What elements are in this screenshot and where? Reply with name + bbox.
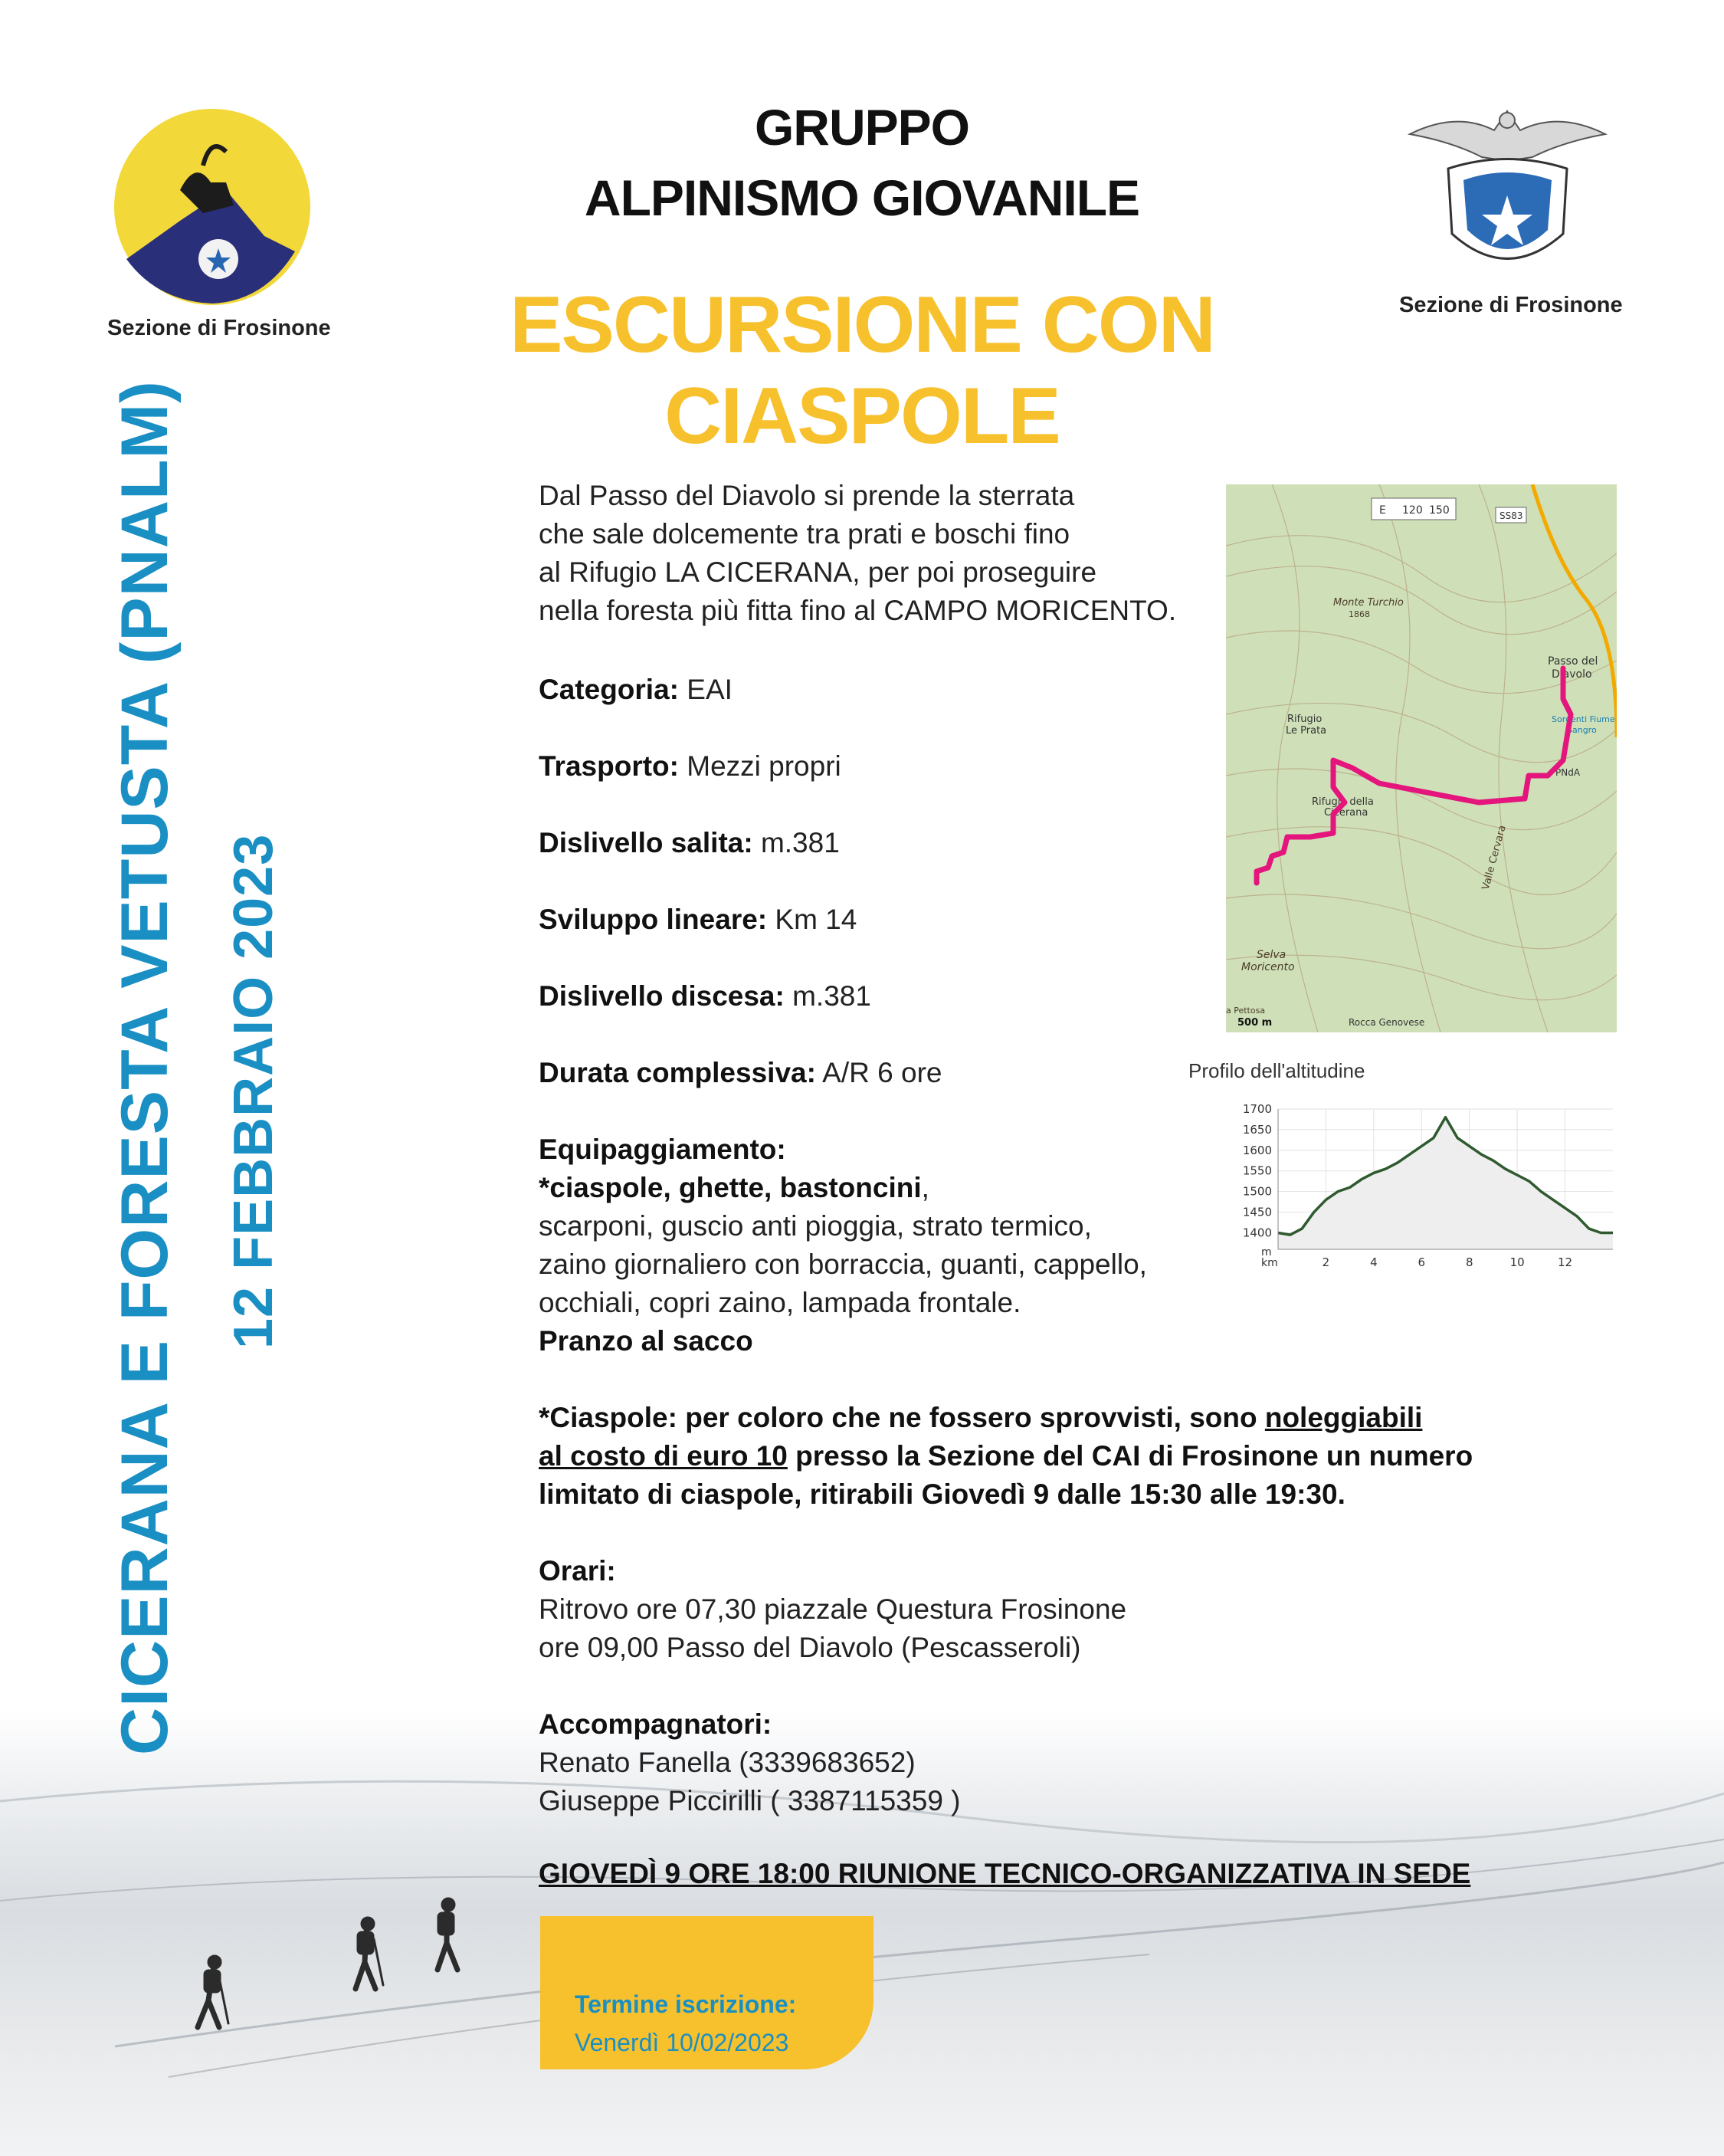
y-tick-label: 1600 xyxy=(1242,1143,1272,1157)
schedule-block: Orari: Ritrovo ore 07,30 piazzale Questura Frosinone ore 09,00 Passo del Diavolo (Pescasseroli) xyxy=(539,1555,1127,1663)
rental-note: *Ciaspole: per coloro che ne fossero sprovvisti, sono noleggiabili al costo di euro 10 presso la Sezione del CAI di Frosinone un numero limitato di ciaspole, ritirabili Giovedì 9 dalle 15:30 alle 19:30. xyxy=(539,1402,1473,1510)
y-tick-label: 1700 xyxy=(1242,1102,1272,1116)
x-tick-label: 10 xyxy=(1509,1255,1525,1269)
detail-durata: Durata complessiva: A/R 6 ore xyxy=(539,1057,942,1088)
svg-text:Sorgenti Fiume: Sorgenti Fiume xyxy=(1552,714,1615,724)
svg-text:150: 150 xyxy=(1429,504,1450,517)
meeting-notice: GIOVEDÌ 9 ORE 18:00 RIUNIONE TECNICO-ORGANIZZATIVA IN SEDE xyxy=(539,1858,1471,1889)
page-title: ESCURSIONE CON CIASPOLE xyxy=(510,281,1214,461)
y-tick-label: 1400 xyxy=(1242,1226,1272,1240)
svg-text:Monte Turchio: Monte Turchio xyxy=(1333,597,1404,609)
alpinismo-giovanile-logo xyxy=(111,106,314,309)
svg-text:a Pettosa: a Pettosa xyxy=(1226,1006,1266,1016)
chart-title: Profilo dell'altitudine xyxy=(1188,1059,1365,1082)
svg-text:Moricento: Moricento xyxy=(1241,961,1295,973)
cai-logo xyxy=(1402,103,1613,287)
detail-trasporto: Trasporto: Mezzi propri xyxy=(539,750,841,782)
y-tick-label: 1550 xyxy=(1242,1163,1272,1178)
deadline-box xyxy=(540,1916,873,2069)
svg-text:Valle Cervara: Valle Cervara xyxy=(1480,824,1509,891)
svg-text:120: 120 xyxy=(1402,504,1423,517)
svg-text:Diavolo: Diavolo xyxy=(1552,668,1592,681)
y-tick-label: 1500 xyxy=(1242,1184,1272,1199)
altitude-chart xyxy=(1226,1100,1624,1284)
svg-text:Rifugio della: Rifugio della xyxy=(1312,796,1374,808)
svg-text:Le Prata: Le Prata xyxy=(1286,725,1327,737)
svg-text:Selva: Selva xyxy=(1257,949,1286,961)
svg-text:Passo del: Passo del xyxy=(1548,655,1598,668)
svg-text:Rocca Genovese: Rocca Genovese xyxy=(1349,1017,1425,1028)
svg-text:Cicerana: Cicerana xyxy=(1324,807,1368,819)
vertical-event-date: 12 FEBBRAIO 2023 xyxy=(223,833,284,1349)
x-tick-label: 6 xyxy=(1418,1255,1426,1269)
profile-area xyxy=(1278,1117,1613,1249)
left-logo-caption: Sezione di Frosinone xyxy=(107,316,331,340)
x-tick-label: 4 xyxy=(1370,1255,1378,1269)
detail-dislivello-salita: Dislivello salita: m.381 xyxy=(539,827,840,858)
svg-text:500 m: 500 m xyxy=(1237,1017,1273,1029)
y-tick-label: 1650 xyxy=(1242,1122,1272,1137)
header-section: ALPINISMO GIOVANILE xyxy=(584,169,1140,226)
description: Dal Passo del Diavolo si prende la sterrata che sale dolcemente tra prati e boschi fino al Rifugio LA CICERANA, per poi proseguire nella foresta più fitta fino al CAMPO MORICENTO. xyxy=(539,480,1177,626)
deadline-date: Venerdì 10/02/2023 xyxy=(575,2029,789,2056)
svg-text:PNdA: PNdA xyxy=(1555,767,1581,778)
detail-dislivello-discesa: Dislivello discesa: m.381 xyxy=(539,980,871,1012)
equipment-block: Equipaggiamento: *ciaspole, ghette, bastoncini, scarponi, guscio anti pioggia, strato termico, zaino giornaliero con borraccia, guanti, cappello, occhiali, copri zaino, lampada frontale. Pranzo al sacco xyxy=(539,1134,1147,1357)
vertical-event-title: CICERANA E FORESTA VETUSTA (PNALM) xyxy=(108,380,182,1755)
deadline-label: Termine iscrizione: xyxy=(575,1990,797,2018)
svg-text:1868: 1868 xyxy=(1349,609,1370,619)
svg-text:Rifugio: Rifugio xyxy=(1287,714,1322,725)
x-tick-label: 2 xyxy=(1322,1255,1330,1269)
y-tick-label: 1450 xyxy=(1242,1205,1272,1219)
guides-block: Accompagnatori: Renato Fanella (3339683652) Giuseppe Piccirilli ( 3387115359 ) xyxy=(539,1708,961,1816)
x-tick-label: 12 xyxy=(1558,1255,1573,1269)
svg-text:SS83: SS83 xyxy=(1499,510,1523,521)
x-tick-label: 8 xyxy=(1465,1255,1473,1269)
hikers-illustration xyxy=(198,1898,457,2027)
detail-sviluppo: Sviluppo lineare: Km 14 xyxy=(539,904,857,935)
x-axis-label: km xyxy=(1261,1257,1278,1269)
svg-text:E: E xyxy=(1379,504,1386,517)
svg-text:Sangro: Sangro xyxy=(1567,725,1597,735)
right-logo-caption: Sezione di Frosinone xyxy=(1399,293,1623,317)
y-axis-label: m xyxy=(1261,1246,1272,1258)
route-map xyxy=(1226,484,1617,1032)
detail-categoria: Categoria: EAI xyxy=(539,674,733,705)
header-group: GRUPPO xyxy=(754,99,970,156)
